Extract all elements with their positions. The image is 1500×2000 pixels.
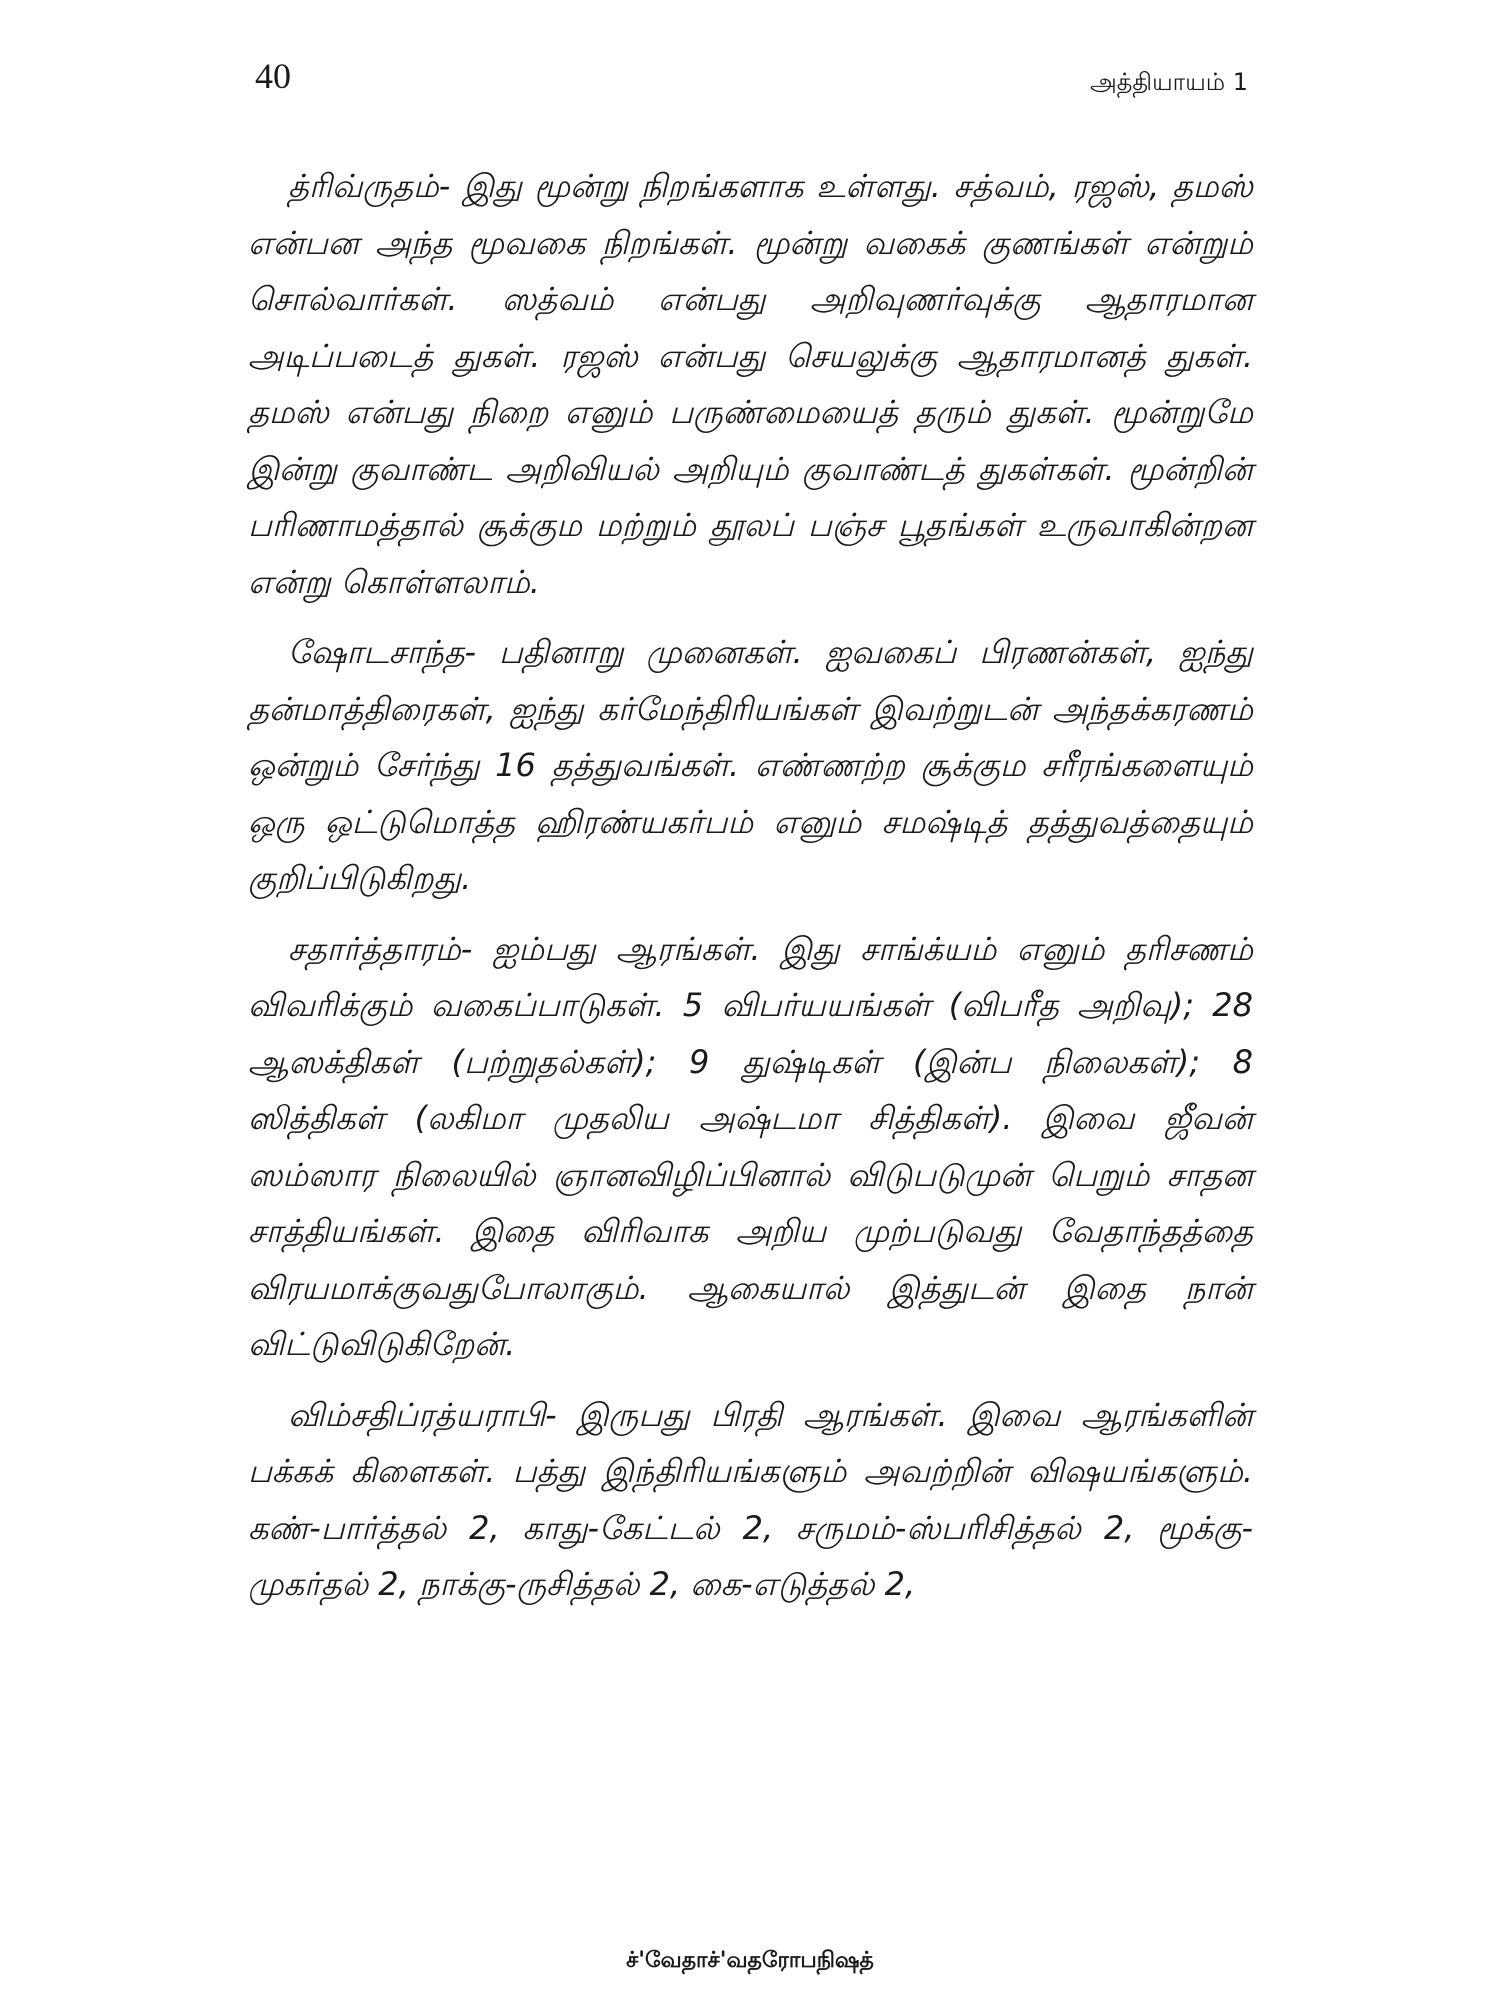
footer-title: ச்'வேதாச்'வதரோபநிஷத் <box>626 1948 874 1973</box>
paragraph-vimsati <box>248 1387 1253 1613</box>
paragraph-satarttaram <box>248 921 1253 1373</box>
term-vimsati: விம்சதிப்ரத்யராபி- <box>288 1395 557 1434</box>
term-shodasanta: ஷோடசாந்த- <box>288 633 477 671</box>
paragraph-trivrutam <box>248 158 1253 610</box>
body-text <box>248 158 1253 1627</box>
paragraph-text: பதினாறு முனைகள். ஐவகைப் பிரணன்கள், ஐந்து தன்மாத்திரைகள், ஐந்து கர்மேந்திரியங்கள் இவற்றுடன் அந்தக்கரணம் ஒன்றும் சேர்ந்து 16 தத்துவங்கள். எண்ணற்ற சூக்கும சரீரங்களையும் ஒரு ஒட்டுமொத்த ஹிரண்யகர்பம் எனும் சமஷ்டித் தத்துவத்தையும் குறிப்பிடுகிறது. <box>248 633 1254 897</box>
page-number: 40 <box>255 56 291 96</box>
paragraph-text: ஐம்பது ஆரங்கள். இது சாங்க்யம் எனும் தரிசணம் விவரிக்கும் வகைப்பாடுகள். 5 விபர்யயங்கள் (விபரீத அறிவு); 28 ஆஸக்திகள் (பற்றுதல்கள்); 9 துஷ்டிகள் (இன்ப நிலைகள்); 8 ஸித்திகள் (லகிமா முதலிய அஷ்டமா சித்திகள்). இவை ஜீவன் ஸம்ஸார நிலையில் ஞானவிழிப்பினால் விடுபடுமுன் பெறும் சாதன சாத்தியங்கள். இதை விரிவாக அறிய முற்படுவது வேதாந்தத்தை விரயமாக்குவதுபோலாகும். ஆகையால் இத்துடன் இதை நான் விட்டுவிடுகிறேன். <box>248 929 1253 1363</box>
term-trivrutam: த்ரிவ்ருதம்- <box>288 167 451 205</box>
paragraph-shodasanta <box>248 624 1253 907</box>
chapter-title: அத்தியாயம் 1 <box>1090 68 1248 96</box>
term-satarttaram: சதார்த்தாரம்- <box>288 929 473 968</box>
paragraph-text: இருபது பிரதி ஆரங்கள். இவை ஆரங்களின் பக்கக் கிளைகள். பத்து இந்திரியங்களும் அவற்றின் விஷயங்களும். கண்-பார்த்தல் 2, காது-கேட்டல் 2, சருமம்-ஸ்பரிசித்தல் 2, மூக்கு-முகர்தல் 2, நாக்கு-ருசித்தல் 2, கை-எடுத்தல் 2, <box>248 1395 1253 1603</box>
paragraph-text: இது மூன்று நிறங்களாக உள்ளது. சத்வம், ரஜஸ், தமஸ் என்பன அந்த மூவகை நிறங்கள். மூன்று வகைக் குணங்கள் என்றும் சொல்வார்கள். ஸத்வம் என்பது அறிவுணர்வுக்கு ஆதாரமான அடிப்படைத் துகள். ரஜஸ் என்பது செயலுக்கு ஆதாரமானத் துகள். தமஸ் என்பது நிறை எனும் பருண்மையைத் தரும் துகள். மூன்றுமே இன்று குவாண்ட அறிவியல் அறியும் குவாண்டத் துகள்கள். மூன்றின் பரிணாமத்தால் சூக்கும மற்றும் தூலப் பஞ்ச பூதங்கள் உருவாகின்றன என்று கொள்ளலாம். <box>248 167 1254 601</box>
